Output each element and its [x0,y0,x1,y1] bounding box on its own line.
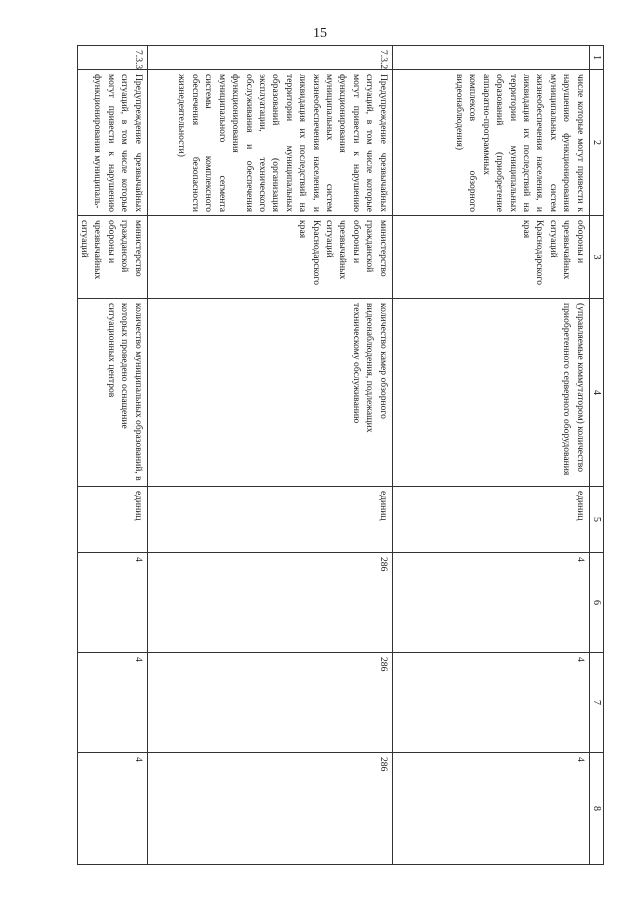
row-unit: единиц [147,487,392,553]
row-indicator: (управляемые коммутатором) количество приобретенного серверного оборудования [392,299,589,487]
row-value-7: 4 [392,653,589,753]
header-row [589,46,603,865]
rotated-table [78,45,604,864]
row-value-7: 286 [147,653,392,753]
row-value-8: 4 [77,753,147,865]
column-header-2: 2 [589,70,603,216]
row-unit: единиц [392,487,589,553]
table-container [78,45,604,864]
row-description: числе которые могут привести к нарушению функционирования муниципальных систем жизнеобеспечения населения, и ликвидация их последствий на территории муниципальных образований (приобретение аппаратно-программных комплексов обзорного видеонаблюдения) [392,70,589,216]
row-executor: министерство гражданской обороны и чрезвычайных ситуаций [77,216,147,299]
row-value-6: 4 [392,553,589,653]
column-header-8: 8 [589,753,603,865]
row-indicator: количество муниципальных образований, в которых проведено оснащение ситуационных центров [77,299,147,487]
column-header-3: 3 [589,216,603,299]
row-code [392,46,589,70]
indicators-table [77,45,604,865]
row-code: 7.3.2 [147,46,392,70]
table-row [77,46,147,865]
row-value-8: 4 [392,753,589,865]
table-row [392,46,589,865]
column-header-4: 4 [589,299,603,487]
row-value-6: 286 [147,553,392,653]
table-row [147,46,392,865]
row-description: Предупреждение чрезвычайных ситуаций, в том числе которые могут привести к нарушению функционирования муниципальных систем жизнеобеспечения населения, и ликвидация их последствий на территории муниципальных образований (организация эксплуатации, технического обслуживания и обеспечения функционирования муниципального сегмента системы комплексного обеспечения безопасности жизнедеятельности) [147,70,392,216]
row-description: Предупреждение чрезвычайных ситуаций, в том числе которые могут привести к нарушению функционирования муниципаль- [77,70,147,216]
column-header-1: 1 [589,46,603,70]
page-number: 15 [313,26,327,41]
row-indicator: количество камер обзорного видеонаблюдения, подлежащих техническому обслуживанию [147,299,392,487]
row-value-6: 4 [77,553,147,653]
column-header-7: 7 [589,653,603,753]
column-header-6: 6 [589,553,603,653]
row-executor: обороны и чрезвычайных ситуаций Краснодарского края [392,216,589,299]
row-code: 7.3.3 [77,46,147,70]
row-value-7: 4 [77,653,147,753]
row-unit: единиц [77,487,147,553]
row-executor: министерство гражданской обороны и чрезвычайных ситуаций Краснодарского края [147,216,392,299]
row-value-8: 286 [147,753,392,865]
column-header-5: 5 [589,487,603,553]
